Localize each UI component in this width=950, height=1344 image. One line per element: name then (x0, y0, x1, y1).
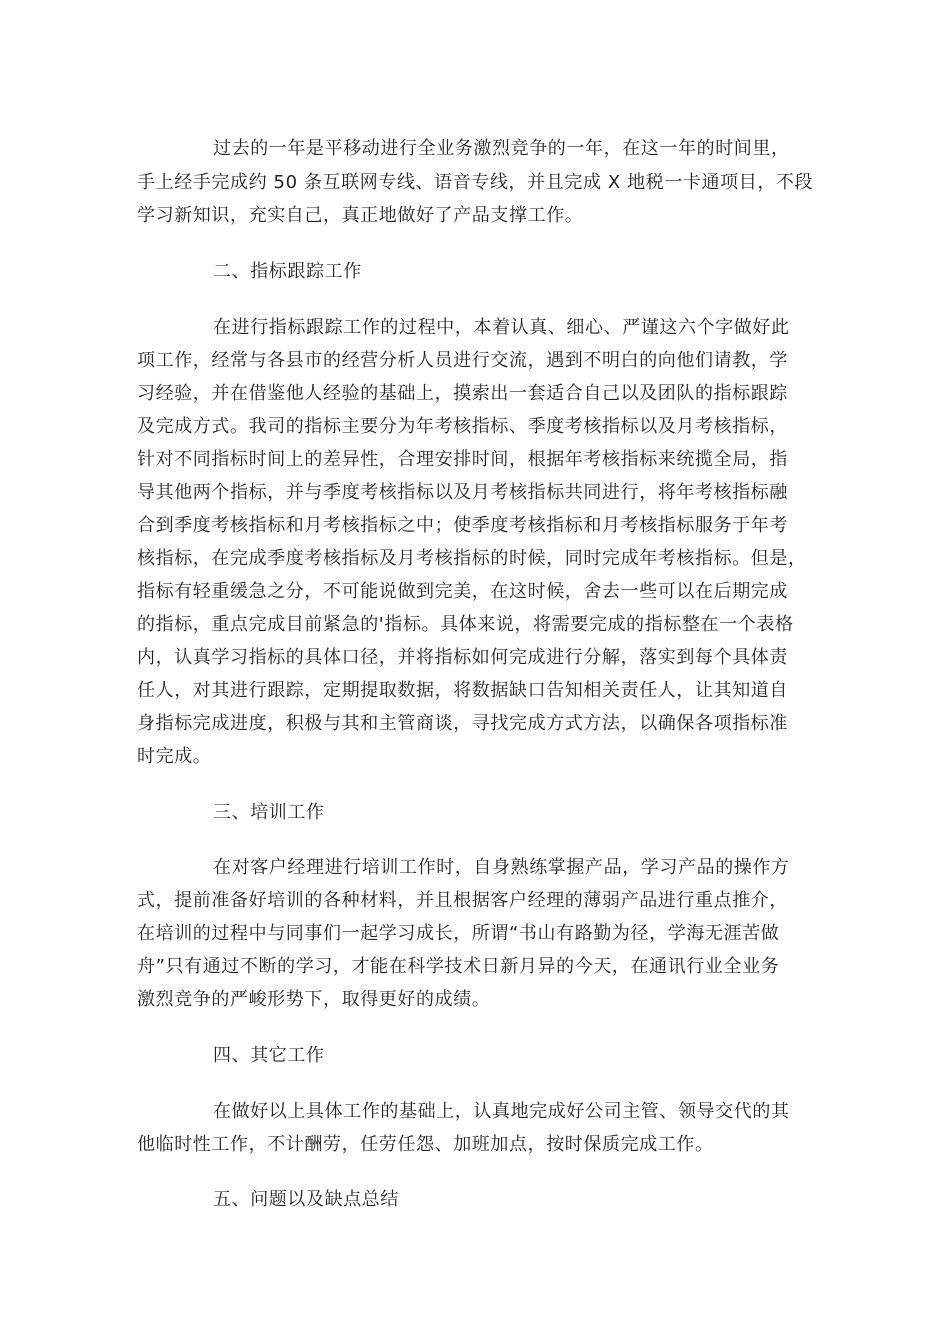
paragraph-line: 在培训的过程中与同事们一起学习成长，所谓“书山有路勤为径，学海无涯苦做 (137, 923, 780, 944)
paragraph-line: 舟”只有通过不断的学习，才能在科学技术日新月异的今天，在通讯行业全业务 (137, 956, 780, 977)
paragraph-line: 在进行指标跟踪工作的过程中，本着认真、细心、严谨这六个字做好此 (213, 317, 790, 338)
paragraph-line: 合到季度考核指标和月考核指标之中；使季度考核指标和月考核指标服务于年考 (137, 515, 788, 536)
paragraph-line: 过去的一年是平移动进行全业务激烈竞争的一年，在这一年的时间里， (213, 138, 790, 159)
paragraph-line: 在做好以上具体工作的基础上，认真地完成好公司主管、领导交代的其 (213, 1101, 790, 1122)
section-heading: 五、问题以及缺点总结 (213, 1189, 399, 1210)
paragraph-line: 的指标，重点完成目前紧急的'指标。具体来说，将需要完成的指标整在一个表格 (137, 614, 794, 635)
paragraph-line: 针对不同指标时间上的差异性，合理安排时间，根据年考核指标来统揽全局，指 (137, 449, 788, 470)
section-heading: 四、其它工作 (213, 1045, 325, 1066)
paragraph-line: 在对客户经理进行培训工作时，自身熟练掌握产品，学习产品的操作方 (213, 857, 790, 878)
paragraph-line: 核指标，在完成季度考核指标及月考核指标的时候，同时完成年考核指标。但是， (137, 548, 807, 569)
paragraph-line: 激烈竞争的严峻形势下，取得更好的成绩。 (137, 989, 491, 1010)
paragraph-line: 项工作，经常与各县市的经营分析人员进行交流，遇到不明白的向他们请教，学 (137, 350, 788, 371)
paragraph-line: 指标有轻重缓急之分，不可能说做到完美，在这时候，舍去一些可以在后期完成 (137, 581, 788, 602)
section-heading: 三、培训工作 (213, 802, 325, 823)
paragraph-line: 导其他两个指标，并与季度考核指标以及月考核指标共同进行，将年考核指标融 (137, 482, 788, 503)
paragraph-line: 身指标完成进度，积极与其和主管商谈，寻找完成方式方法，以确保各项指标准 (137, 713, 788, 734)
paragraph-line: 内，认真学习指标的具体口径，并将指标如何完成进行分解，落实到每个具体责 (137, 647, 788, 668)
section-heading: 二、指标跟踪工作 (213, 261, 362, 282)
paragraph-line: 时完成。 (137, 746, 212, 767)
paragraph-line: 手上经手完成约 50 条互联网专线、语音专线，并且完成 X 地税一卡通项目，不段 (137, 172, 814, 193)
paragraph-line: 任人，对其进行跟踪，定期提取数据，将数据缺口告知相关责任人，让其知道自 (137, 680, 788, 701)
paragraph-line: 习经验，并在借鉴他人经验的基础上，摸索出一套适合自己以及团队的指标跟踪 (137, 383, 788, 404)
paragraph-line: 学习新知识，充实自己，真正地做好了产品支撑工作。 (137, 205, 584, 226)
paragraph-line: 式，提前准备好培训的各种材料，并且根据客户经理的薄弱产品进行重点推介， (137, 890, 788, 911)
paragraph-line: 及完成方式。我司的指标主要分为年考核指标、季度考核指标以及月考核指标， (137, 416, 788, 437)
paragraph-line: 他临时性工作，不计酬劳，任劳任怨、加班加点，按时保质完成工作。 (137, 1134, 714, 1155)
